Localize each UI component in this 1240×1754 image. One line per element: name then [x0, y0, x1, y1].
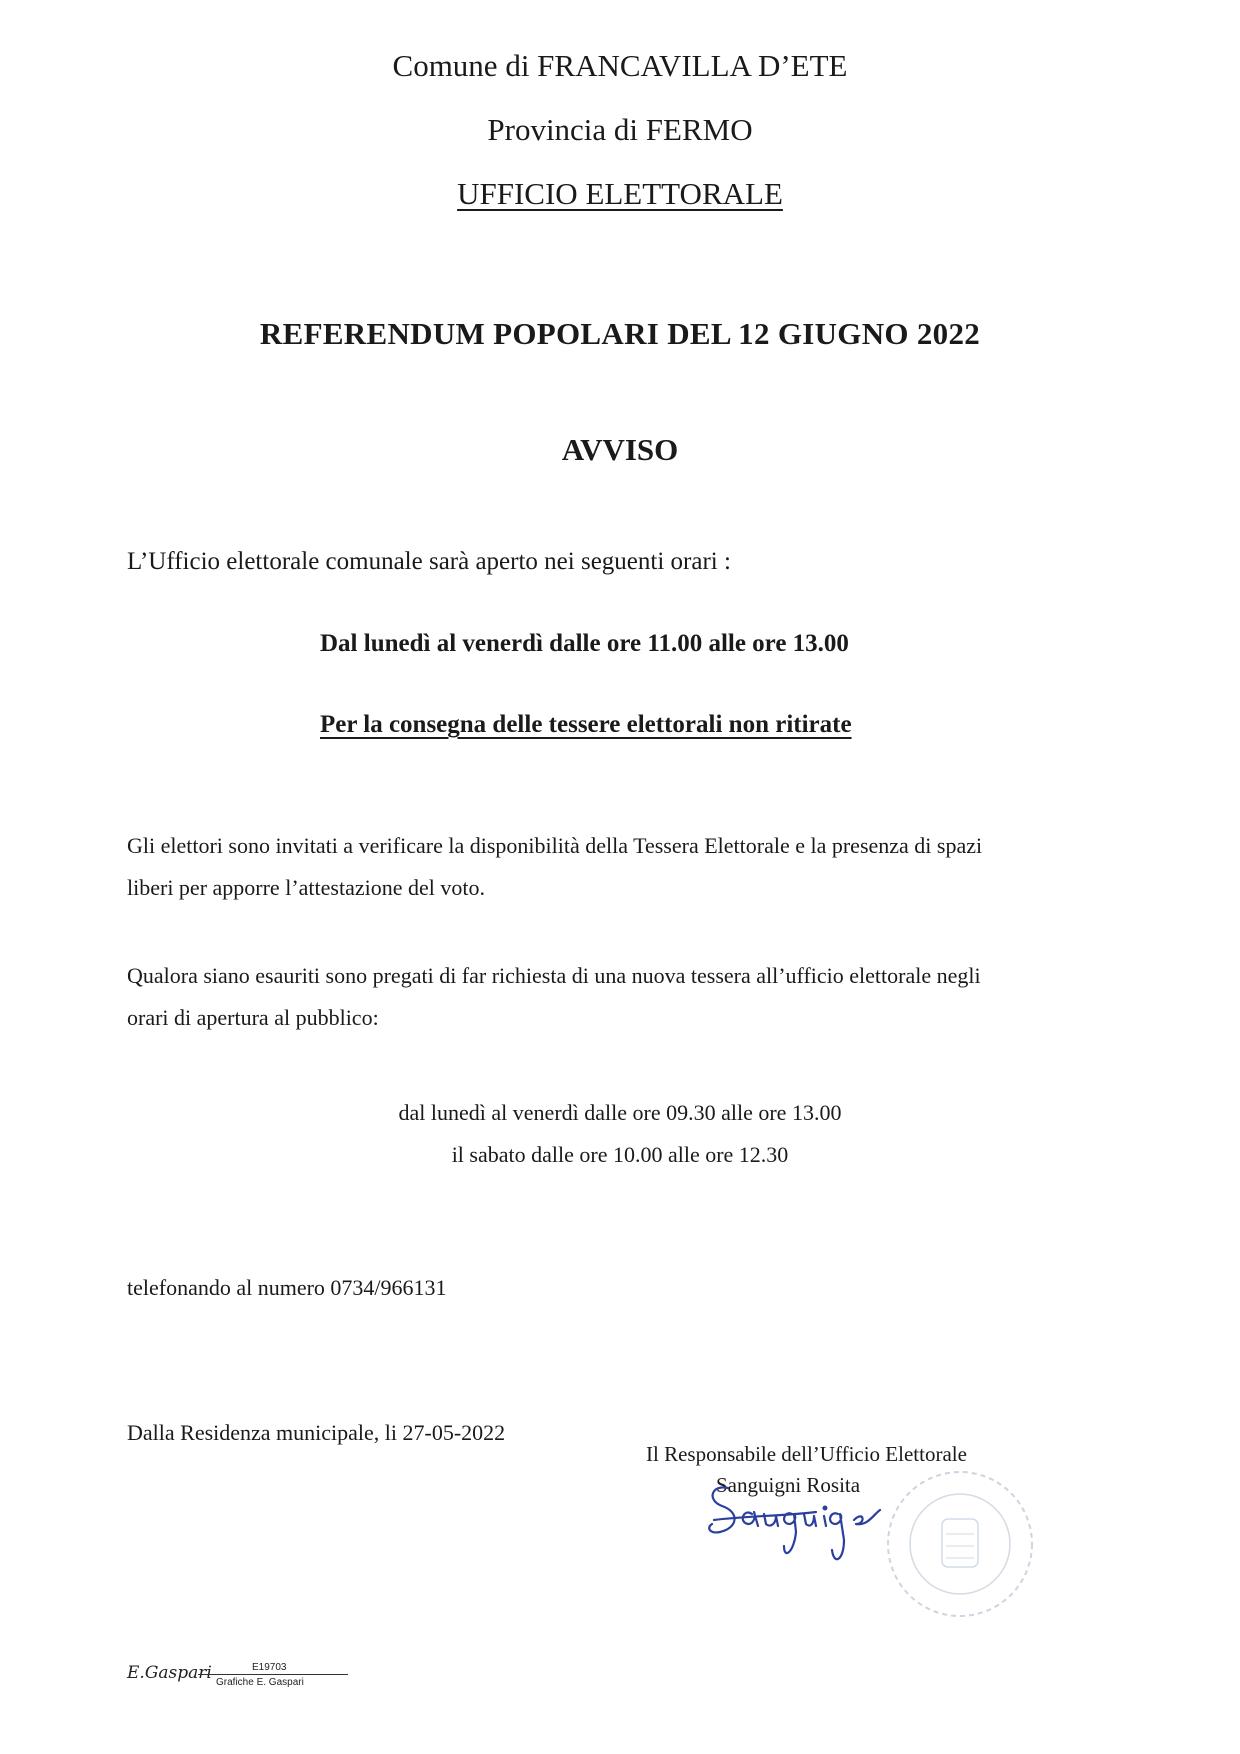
handwritten-signature — [704, 1470, 944, 1570]
date-line: Dalla Residenza municipale, li 27-05-2022 — [127, 1420, 506, 1445]
avviso-heading: AVVISO — [561, 432, 679, 467]
footer-printer: Grafiche E. Gaspari — [216, 1677, 304, 1688]
provincia-heading: Provincia di FERMO — [487, 112, 753, 147]
footer-brand-script: E.Gaspari — [127, 1663, 212, 1683]
public-hours-weekdays: dal lunedì al venerdì dalle ore 09.30 alle ore 13.00 — [398, 1100, 842, 1125]
purpose-line — [320, 711, 852, 739]
ufficio-heading-text: UFFICIO ELETTORALE — [457, 176, 783, 211]
phone-line: telefonando al numero 0734/966131 — [127, 1275, 447, 1300]
signature-role: Il Responsabile dell’Ufficio Elettorale — [646, 1442, 967, 1466]
paragraph-2-line-1: Qualora siano esauriti sono pregati di far richiesta di una nuova tessera all’ufficio elettorale negli — [127, 963, 981, 988]
opening-hours: Dal lunedì al venerdì dalle ore 11.00 alle ore 13.00 — [320, 630, 849, 657]
paragraph-2 — [127, 955, 981, 1039]
public-hours-saturday: il sabato dalle ore 10.00 alle ore 12.30 — [451, 1142, 789, 1167]
paragraph-2-line-2: orari di apertura al pubblico: — [127, 1005, 379, 1030]
paragraph-1-line-2: liberi per apporre l’attestazione del voto. — [127, 875, 485, 900]
footer-code: E19703 — [252, 1662, 287, 1673]
intro-text: L’Ufficio elettorale comunale sarà aperto nei seguenti orari : — [127, 548, 731, 575]
ufficio-heading — [0, 176, 1240, 212]
purpose-text: Per la consegna delle tessere elettorali non ritirate — [320, 711, 852, 738]
signature-name: Sanguigni Rosita — [716, 1473, 861, 1497]
footer-rule — [198, 1674, 348, 1675]
document-title: REFERENDUM POPOLARI DEL 12 GIUGNO 2022 — [259, 316, 981, 351]
paragraph-1-line-1: Gli elettori sono invitati a verificare la disponibilità della Tessera Elettorale e la presenza di spazi — [127, 833, 983, 858]
comune-heading: Comune di FRANCAVILLA D’ETE — [392, 48, 848, 83]
paragraph-1 — [127, 825, 982, 909]
